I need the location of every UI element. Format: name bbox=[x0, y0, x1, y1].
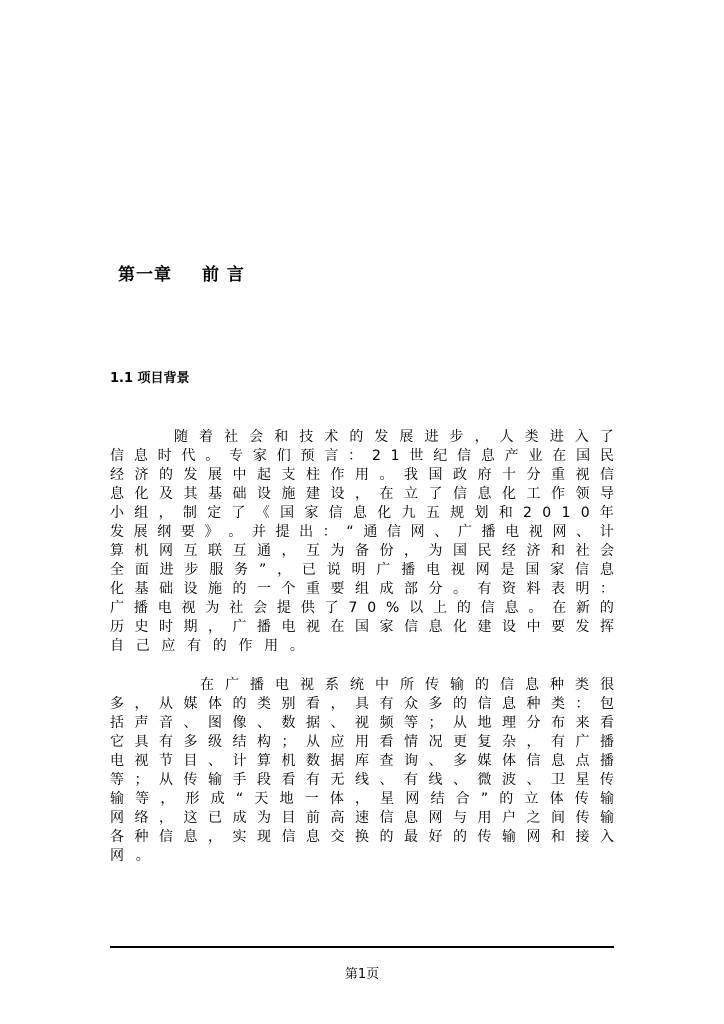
paragraph-line: 信 息 时 代 。 专 家 们 预 言 ： 2 1 世 纪 信 息 产 业 在 国 民 bbox=[110, 448, 614, 464]
paragraph-background bbox=[110, 428, 614, 656]
paragraph-line: 在 广 播 电 视 系 统 中 所 传 输 的 信 息 种 类 很 bbox=[200, 677, 614, 693]
paragraph-line: 括 声 音 、 图 像 、 数 据 、 视 频 等 ； 从 地 理 分 布 来 看 bbox=[110, 715, 614, 731]
paragraph-line: 化 基 础 设 施 的 一 个 重 要 组 成 部 分 。 有 资 料 表 明 ： bbox=[110, 581, 614, 597]
paragraph-line: 随 着 社 会 和 技 术 的 发 展 进 步 ， 人 类 进 入 了 bbox=[174, 429, 614, 445]
paragraph-line: 它 具 有 多 级 结 构 ； 从 应 用 看 情 况 更 复 杂 ， 有 广 播 bbox=[110, 734, 614, 750]
paragraph-line: 息 化 及 其 基 础 设 施 建 设 ， 在 立 了 信 息 化 工 作 领 导 bbox=[110, 486, 614, 502]
paragraph-line: 算 机 网 互 联 互 通 ， 互 为 备 份 ， 为 国 民 经 济 和 社 会 bbox=[110, 543, 614, 559]
paragraph-line: 多 ， 从 媒 体 的 类 别 看 ， 具 有 众 多 的 信 息 种 类 ： 包 bbox=[110, 696, 614, 712]
chapter-title: 前 言 bbox=[202, 265, 245, 285]
chapter-heading bbox=[118, 260, 245, 285]
paragraph-line: 历 史 时 期 ， 广 播 电 视 在 国 家 信 息 化 建 设 中 要 发 挥 bbox=[110, 619, 614, 635]
chapter-number: 第一章 bbox=[118, 265, 172, 285]
paragraph-line: 小 组 ， 制 定 了 《 国 家 信 息 化 九 五 规 划 和 2 0 1 0 年 bbox=[110, 505, 614, 521]
paragraph-information-types bbox=[110, 676, 614, 866]
paragraph-line: 网 络 ， 这 已 成 为 目 前 高 速 信 息 网 与 用 户 之 间 传 输 bbox=[110, 810, 614, 826]
paragraph-line: 网 。 bbox=[110, 848, 150, 864]
paragraph-line: 发 展 纲 要 》 。 并 提 出 ： “ 通 信 网 、 广 播 电 视 网 、 计 bbox=[110, 524, 614, 540]
paragraph-line: 广 播 电 视 为 社 会 提 供 了 7 0 % 以 上 的 信 息 。 在 新 的 bbox=[110, 600, 614, 616]
paragraph-line: 自 己 应 有 的 作 用 。 bbox=[110, 638, 304, 654]
paragraph-line: 经 济 的 发 展 中 起 支 柱 作 用 。 我 国 政 府 十 分 重 视 信 bbox=[110, 467, 614, 483]
footer-rule bbox=[110, 946, 614, 948]
section-heading: 1.1 项目背景 bbox=[110, 371, 190, 386]
page-number: 第1页 bbox=[344, 967, 380, 982]
paragraph-line: 电 视 节 目 、 计 算 机 数 据 库 查 询 、 多 媒 体 信 息 点 播 bbox=[110, 753, 614, 769]
paragraph-line: 各 种 信 息 ， 实 现 信 息 交 换 的 最 好 的 传 输 网 和 接 入 bbox=[110, 829, 614, 845]
paragraph-line: 输 等 ， 形 成 “ 天 地 一 体 ， 星 网 结 合 ” 的 立 体 传 输 bbox=[110, 791, 614, 807]
paragraph-line: 等 ； 从 传 输 手 段 看 有 无 线 、 有 线 、 微 波 、 卫 星 传 bbox=[110, 772, 614, 788]
paragraph-line: 全 面 进 步 服 务 ” ， 已 说 明 广 播 电 视 网 是 国 家 信 息 bbox=[110, 562, 614, 578]
